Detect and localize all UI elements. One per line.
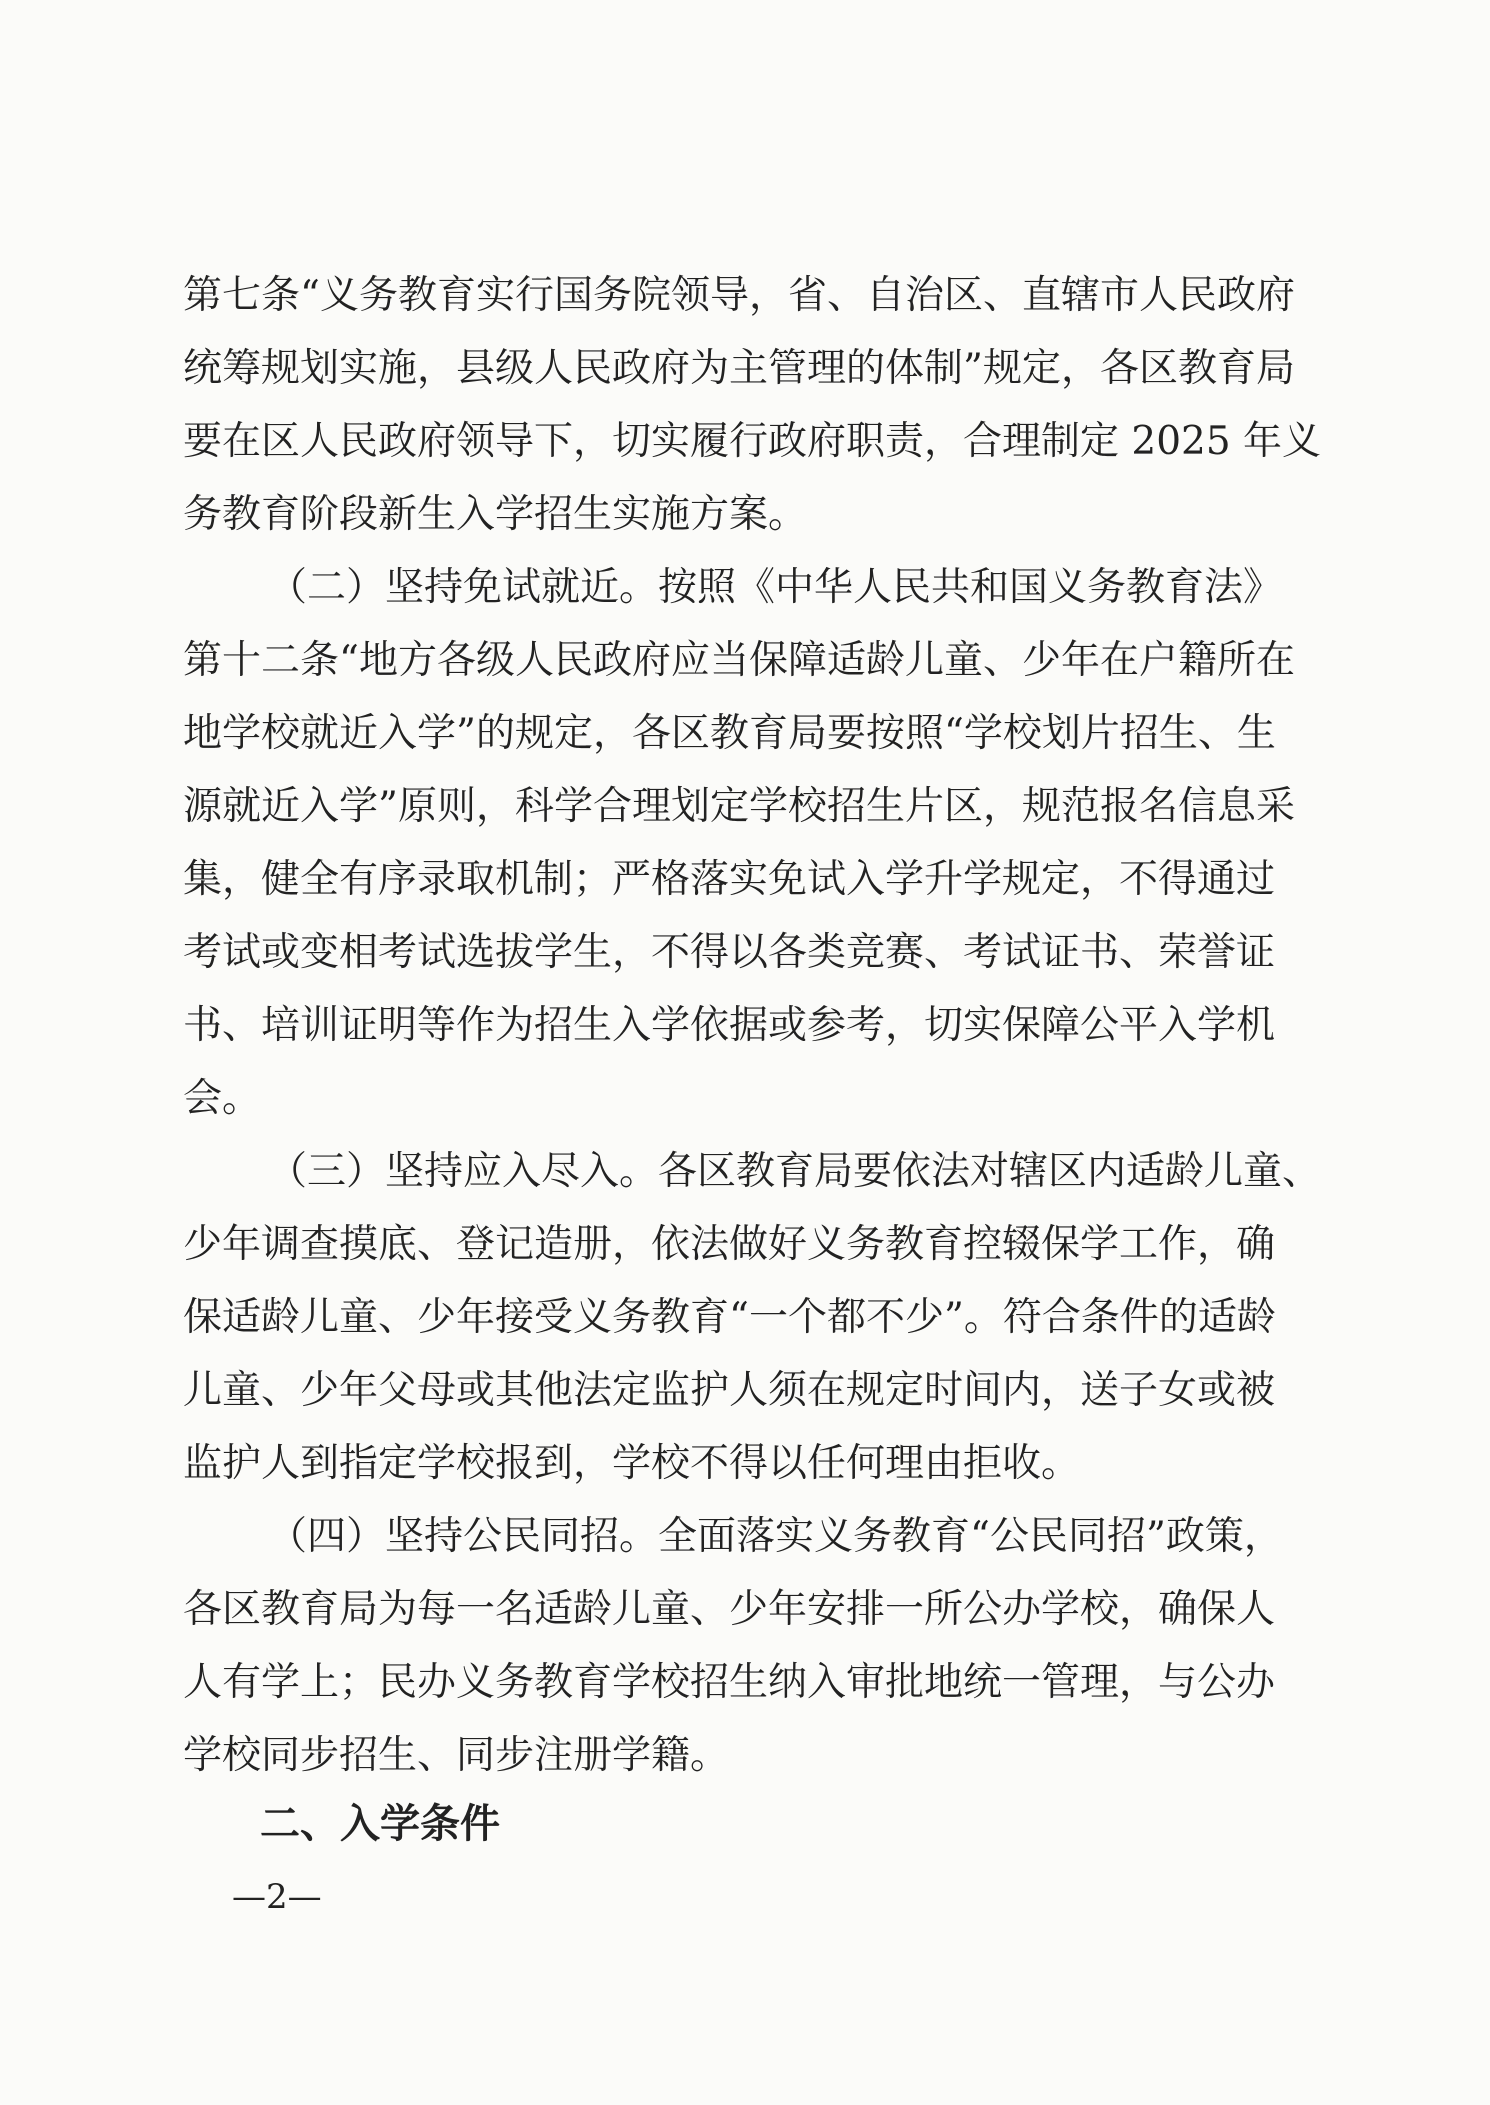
paragraph-4-line-3: 人有学上；民办义务教育学校招生纳入审批地统一管理，与公办 xyxy=(183,1660,1276,1705)
paragraph-1-line-3: 要在区人民政府领导下，切实履行政府职责，合理制定 2025 年义 xyxy=(183,419,1322,464)
paragraph-2-line-4: 源就近入学”原则，科学合理划定学校招生片区，规范报名信息采 xyxy=(183,784,1295,829)
section-heading: 二、入学条件 xyxy=(260,1801,500,1847)
paragraph-4-line-4: 学校同步招生、同步注册学籍。 xyxy=(183,1733,730,1778)
paragraph-1-line-1: 第七条“义务教育实行国务院领导，省、自治区、直辖市人民政府 xyxy=(183,273,1295,318)
paragraph-2-line-6: 考试或变相考试选拔学生，不得以各类竞赛、考试证书、荣誉证 xyxy=(183,930,1276,975)
paragraph-3-line-4: 儿童、少年父母或其他法定监护人须在规定时间内，送子女或被 xyxy=(183,1368,1276,1413)
paragraph-3-line-1: （三）坚持应入尽入。各区教育局要依法对辖区内适龄儿童、 xyxy=(268,1149,1322,1194)
paragraph-4-line-1: （四）坚持公民同招。全面落实义务教育“公民同招”政策， xyxy=(268,1514,1283,1559)
paragraph-2-line-3: 地学校就近入学”的规定，各区教育局要按照“学校划片招生、生 xyxy=(183,711,1276,756)
paragraph-2-line-8: 会。 xyxy=(183,1076,262,1121)
paragraph-2-line-5: 集，健全有序录取机制；严格落实免试入学升学规定，不得通过 xyxy=(183,857,1276,902)
paragraph-3-line-2: 少年调查摸底、登记造册，依法做好义务教育控辍保学工作，确 xyxy=(183,1222,1276,1267)
paragraph-3-line-5: 监护人到指定学校报到，学校不得以任何理由拒收。 xyxy=(183,1441,1081,1486)
page-number: —2— xyxy=(232,1877,322,1917)
paragraph-2-line-1: （二）坚持免试就近。按照《中华人民共和国义务教育法》 xyxy=(268,565,1283,610)
paragraph-2-line-2: 第十二条“地方各级人民政府应当保障适龄儿童、少年在户籍所在 xyxy=(183,638,1295,683)
paragraph-2-line-7: 书、培训证明等作为招生入学依据或参考，切实保障公平入学机 xyxy=(183,1003,1276,1048)
paragraph-1-line-2: 统筹规划实施，县级人民政府为主管理的体制”规定，各区教育局 xyxy=(183,346,1295,391)
paragraph-1-line-4: 务教育阶段新生入学招生实施方案。 xyxy=(183,492,808,537)
paragraph-4-line-2: 各区教育局为每一名适龄儿童、少年安排一所公办学校，确保人 xyxy=(183,1587,1276,1632)
paragraph-3-line-3: 保适龄儿童、少年接受义务教育“一个都不少”。符合条件的适龄 xyxy=(183,1295,1276,1340)
